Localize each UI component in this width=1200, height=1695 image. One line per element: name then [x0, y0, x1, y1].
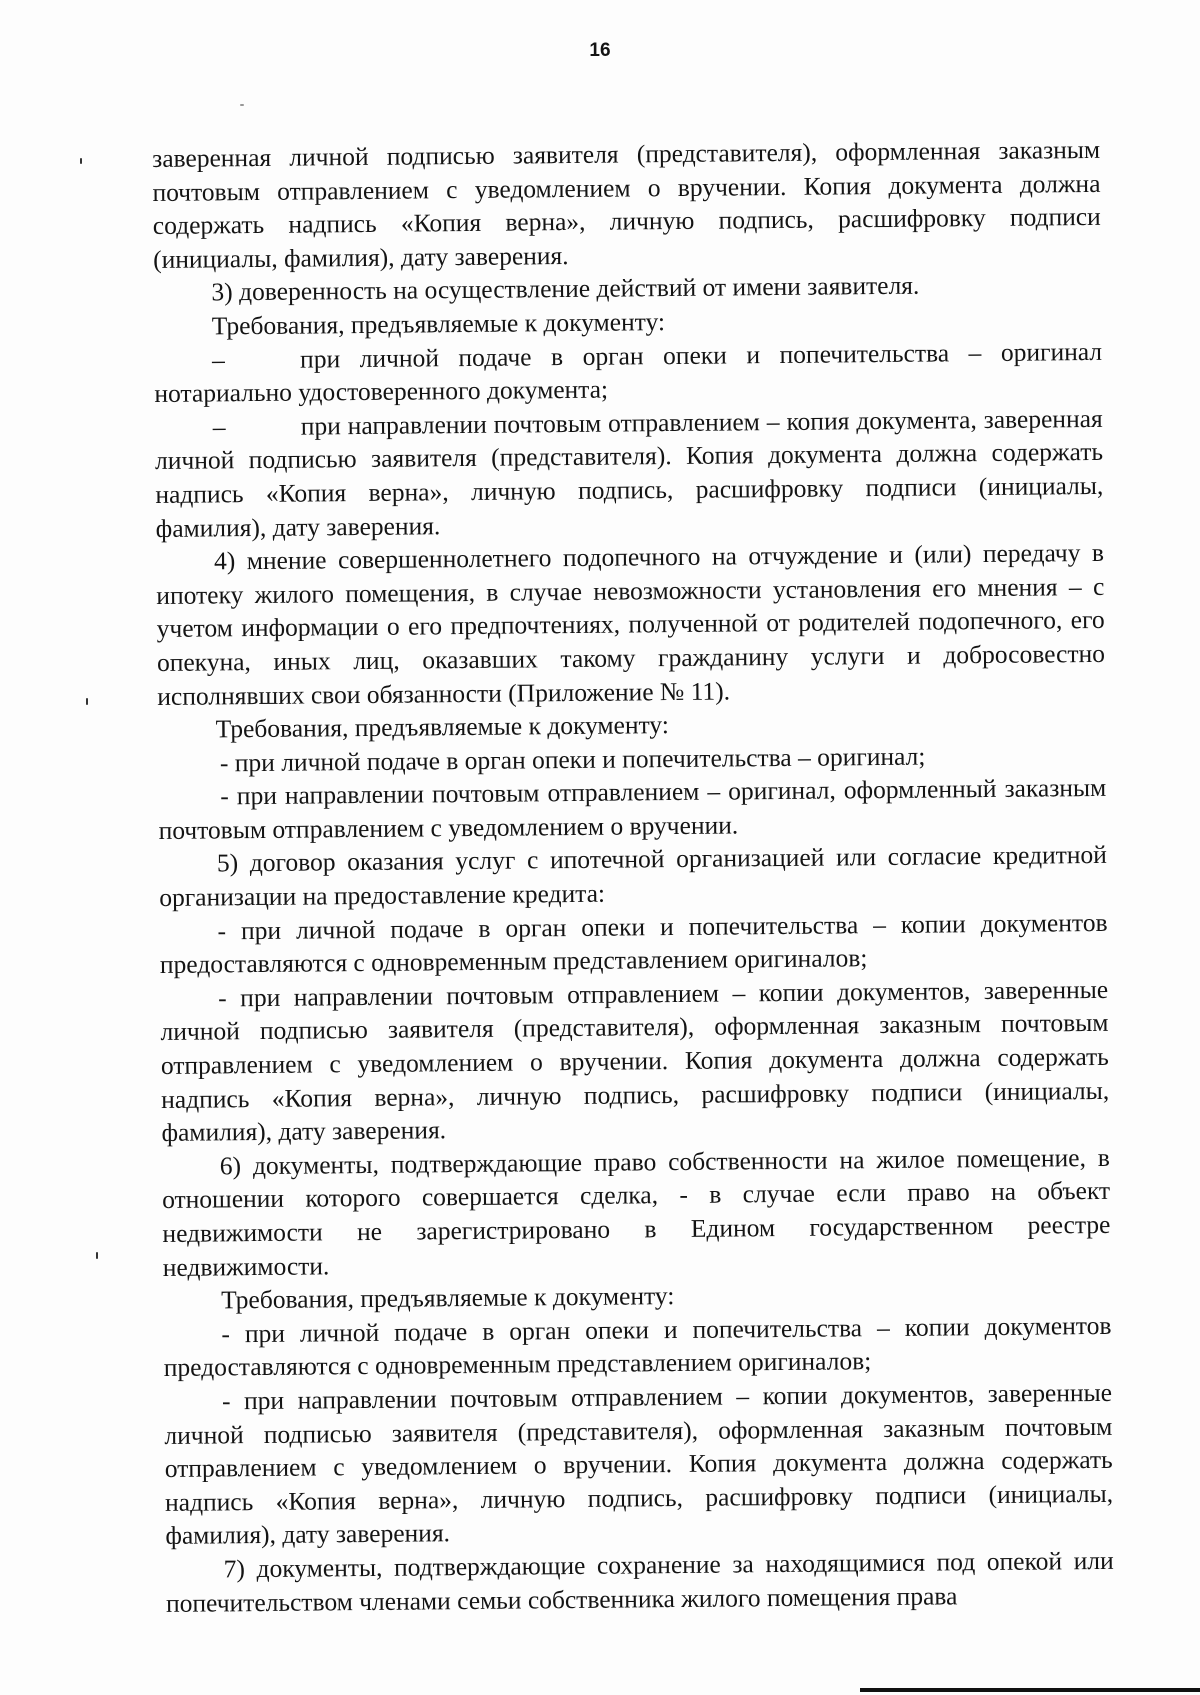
- page-number: 16: [589, 40, 611, 61]
- paragraph-item-5: 5) договор оказания услуг с ипотечной организацией или согласие кредитной организации на предоставление кредита:: [159, 840, 1108, 913]
- paragraph-requirements-heading: Требования, предъявляемые к документу:: [220, 1281, 675, 1315]
- paragraph-dash-personal-text: при личной подаче в орган опеки и попечительства – оригинал нотариально удостоверенного документа;: [154, 336, 1103, 409]
- paragraph-requirement-postal: - при направлении почтовым отправлением – оригинал, оформленный заказным почтовым отправлением с уведомлением о вручении.: [158, 773, 1107, 845]
- scan-speck: [96, 1252, 98, 1259]
- scan-speck: [240, 104, 244, 106]
- scan-speck: [86, 698, 88, 705]
- paragraph-requirements-heading: Требования, предъявляемые к документу:: [211, 307, 666, 341]
- paragraph-item-3: 3) доверенность на осуществление действий от имени заявителя.: [211, 271, 920, 307]
- paragraph-dash-personal: [154, 334, 1103, 410]
- paragraph-requirement-postal: - при направлении почтовым отправлением – копии документов, заверенные личной подписью заявителя (представителя), оформленная заказным почтовым отправлением с уведомлением о вручении. Копия документа должна содержать надпись «Копия верна», личную подпись, расшифровку подписи (инициалы, фамилия), дату заверения.: [164, 1377, 1114, 1551]
- paragraph-requirement-personal: - при личной подаче в орган опеки и попечительства – оригинал;: [219, 741, 926, 778]
- dash-marker: –: [211, 344, 225, 374]
- scan-speck: [80, 158, 82, 164]
- paragraph-dash-postal: [155, 402, 1104, 545]
- paragraph-requirement-personal: - при личной подаче в орган опеки и попечительства – копии документов предоставляются с одновременным представлением оригиналов;: [163, 1310, 1112, 1383]
- dash-marker: –: [212, 412, 226, 442]
- scan-edge: [860, 1688, 1200, 1692]
- paragraph-requirement-personal: - при личной подаче в орган опеки и попечительства – копии документов предоставляются с одновременным представлением оригиналов;: [159, 907, 1108, 980]
- paragraph-continuation: заверенная личной подписью заявителя (представителя), оформленная заказным почтовым отправлением с уведомлением о вручении. Копия документа должна содержать надпись «Копия верна», личную подпись, расшифровку подписи (инициалы, фамилия), дату заверения.: [152, 134, 1101, 274]
- paragraph-dash-postal-text: при направлении почтовым отправлением – копия документа, заверенная личной подписью заявителя (представителя). Копия документа должна содержать надпись «Копия верна», личную подпись, расшифровку подписи (инициалы, фамилия), дату заверения.: [154, 403, 1104, 543]
- paragraph-item-6: 6) документы, подтверждающие право собственности на жилое помещение, в отношении которого совершается сделка, - в случае если право на объект недвижимости не зарегистрировано в Едином государственном реестре недвижимости.: [162, 1142, 1111, 1282]
- paragraph-requirement-postal: - при направлении почтовым отправлением – копии документов, заверенные личной подписью заявителя (представителя), оформленная заказным почтовым отправлением с уведомлением о вручении. Копия документа должна содержать надпись «Копия верна», личную подпись, расшифровку подписи (инициалы, фамилия), дату заверения.: [160, 974, 1110, 1148]
- paragraph-requirements-heading: Требования, предъявляемые к документу:: [215, 710, 670, 744]
- document-body: [152, 133, 1114, 1620]
- paragraph-item-7: 7) документы, подтверждающие сохранение за находящимися под опекой или попечительством членами семьи собственника жилого помещения права: [165, 1545, 1114, 1618]
- paragraph-item-4: 4) мнение совершеннолетнего подопечного на отчуждение и (или) передачу в ипотеку жилого помещения, в случае невозможности установления его мнения – с учетом информации о его предпочтениях, полученной от родителей подопечного, его опекуна, иных лиц, оказавших такому гражданину услуги и добросовестно исполнявших свои обязанности (Приложение № 11).: [156, 538, 1106, 711]
